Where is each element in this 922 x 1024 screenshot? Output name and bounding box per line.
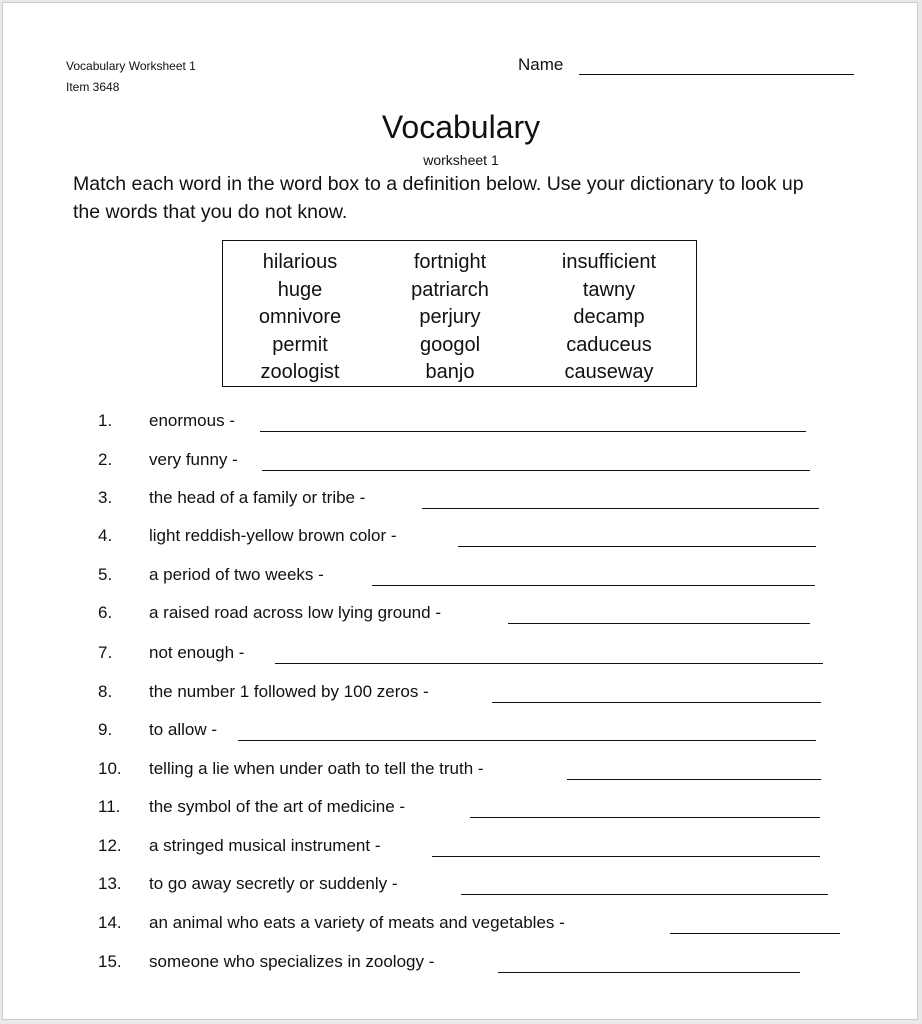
answer-line[interactable]	[262, 470, 810, 471]
question-number: 13.	[98, 874, 122, 893]
answer-line[interactable]	[470, 817, 820, 818]
question-number: 3.	[98, 488, 113, 507]
answer-line[interactable]	[508, 623, 810, 624]
question-definition: telling a lie when under oath to tell the truth -	[149, 759, 484, 778]
word-box-item: decamp	[573, 306, 645, 328]
question-row	[3, 485, 919, 515]
instructions: Match each word in the word box to a definition below. Use your dictionary to look up the words that you do not know.	[73, 173, 804, 223]
question-number: 9.	[98, 720, 113, 739]
question-definition: to allow -	[149, 720, 218, 739]
question-row	[3, 949, 919, 979]
question-row	[3, 717, 919, 747]
question-row	[3, 640, 919, 670]
page-subtitle: worksheet 1	[423, 152, 499, 168]
answer-line[interactable]	[567, 779, 821, 780]
question-definition: not enough -	[149, 643, 245, 662]
question-number: 11.	[98, 797, 121, 816]
answer-line[interactable]	[458, 546, 816, 547]
word-box-item: patriarch	[411, 278, 489, 301]
question-number: 4.	[98, 526, 113, 545]
question-row	[3, 910, 919, 940]
question-number: 15.	[98, 952, 122, 971]
word-box-item: googol	[419, 333, 481, 356]
word-box-item: perjury	[419, 306, 481, 328]
word-box-item: omnivore	[258, 306, 342, 328]
question-row	[3, 833, 919, 863]
name-label: Name	[518, 55, 564, 74]
question-number: 5.	[98, 565, 113, 584]
question-definition: an animal who eats a variety of meats and vegetables -	[149, 913, 565, 932]
question-number: 14.	[98, 913, 122, 932]
word-box-item: tawny	[582, 278, 636, 301]
answer-line[interactable]	[422, 508, 819, 509]
answer-line[interactable]	[238, 740, 816, 741]
answer-line[interactable]	[432, 856, 820, 857]
question-definition: the head of a family or tribe -	[149, 488, 366, 507]
question-row	[3, 794, 919, 824]
question-row	[3, 523, 919, 553]
question-number: 1.	[98, 411, 113, 430]
question-definition: very funny -	[149, 450, 238, 469]
word-column-2	[370, 249, 530, 387]
question-number: 10.	[98, 759, 122, 778]
item-number: Item 3648	[66, 80, 120, 94]
document-title: Vocabulary Worksheet 1	[66, 59, 196, 73]
question-definition: light reddish-yellow brown color -	[149, 526, 397, 545]
answer-line[interactable]	[260, 431, 806, 432]
question-row	[3, 871, 919, 901]
answer-line[interactable]	[461, 894, 828, 895]
question-definition: to go away secretly or suddenly -	[149, 874, 398, 893]
answer-line[interactable]	[275, 663, 823, 664]
word-box-item: permit	[272, 333, 328, 356]
answer-line[interactable]	[670, 933, 840, 934]
question-number: 2.	[98, 450, 113, 469]
page-title: Vocabulary	[381, 109, 541, 145]
question-row	[3, 679, 919, 709]
word-box-item: banjo	[425, 361, 475, 383]
question-row	[3, 756, 919, 786]
word-box-item: huge	[277, 278, 323, 301]
question-row	[3, 408, 919, 438]
word-box-item: insufficient	[561, 251, 657, 273]
question-definition: the number 1 followed by 100 zeros -	[149, 682, 429, 701]
question-number: 7.	[98, 643, 113, 662]
word-box-item: zoologist	[260, 361, 340, 383]
question-definition: a raised road across low lying ground -	[149, 603, 441, 622]
question-number: 12.	[98, 836, 122, 855]
word-box-item: hilarious	[262, 251, 338, 273]
question-definition: someone who specializes in zoology -	[149, 952, 435, 971]
name-field[interactable]	[579, 74, 854, 75]
question-definition: a stringed musical instrument -	[149, 836, 381, 855]
question-definition: a period of two weeks -	[149, 565, 324, 584]
word-column-1	[220, 249, 380, 387]
word-box-item: caduceus	[566, 333, 652, 356]
word-column-3	[529, 249, 689, 387]
question-row	[3, 562, 919, 592]
question-row	[3, 600, 919, 630]
question-definition: enormous -	[149, 411, 235, 430]
question-definition: the symbol of the art of medicine -	[149, 797, 406, 816]
worksheet-page	[2, 2, 918, 1020]
word-box-item: fortnight	[413, 251, 487, 273]
word-box	[222, 240, 697, 387]
word-box-item: causeway	[564, 361, 654, 383]
question-number: 6.	[98, 603, 113, 622]
question-number: 8.	[98, 682, 113, 701]
answer-line[interactable]	[372, 585, 815, 586]
answer-line[interactable]	[492, 702, 821, 703]
answer-line[interactable]	[498, 972, 800, 973]
question-row	[3, 447, 919, 477]
